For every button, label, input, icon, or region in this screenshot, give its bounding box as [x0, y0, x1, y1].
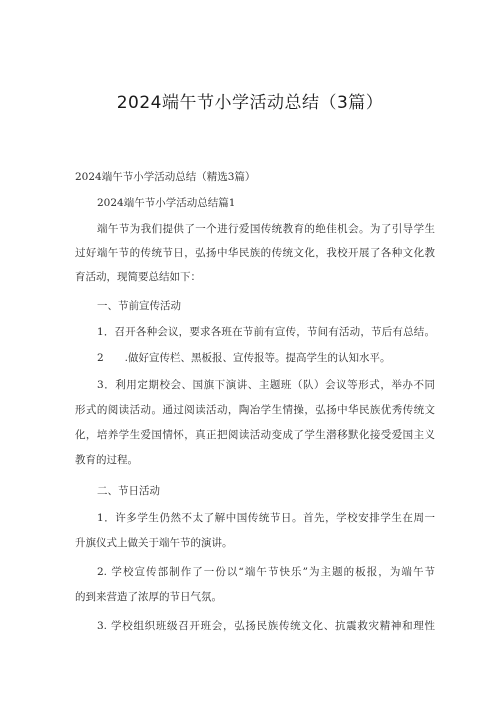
document-subtitle: 2024端午节小学活动总结（精选3篇） [75, 171, 256, 183]
paragraph-line: 形式的阅读活动。通过阅读活动，陶冶学生情操，弘扬中华民族优秀传统文 [75, 404, 435, 416]
section-heading: 一、节前宣传活动 [97, 300, 181, 312]
paragraph-line: 1．召开各种会议，要求各班在节前有宣传，节间有活动，节后有总结。 [97, 326, 435, 338]
paragraph-line: 2. 学校宣传部制作了一份以“端午节快乐”为主题的板报，为端午节 [97, 566, 435, 578]
paragraph-line: 过好端午节的传统节日，弘扬中华民族的传统文化，我校开展了各种文化教 [75, 247, 435, 259]
paragraph-line: 端午节为我们提供了一个进行爱国传统教育的绝佳机会。为了引导学生 [97, 223, 435, 235]
paragraph-line: 1．许多学生仍然不太了解中国传统节日。首先，学校安排学生在周一 [97, 512, 435, 524]
paragraph-line: 2 .做好宣传栏、黑板报、宣传报等。提高学生的认知水平。 [97, 352, 391, 364]
document-title: 2024端午节小学活动总结（3篇） [116, 93, 384, 113]
paragraph-line: 3. 学校组织班级召开班会，弘扬民族传统文化、抗震救灾精神和理性 [97, 620, 435, 632]
section-heading: 2024端午节小学活动总结篇1 [97, 197, 236, 209]
paragraph-line: 的到来营造了浓厚的节日气氛。 [75, 591, 222, 603]
paragraph-line: 育活动，现简要总结如下： [75, 271, 201, 283]
paragraph-line: 化，培养学生爱国情怀，真正把阅读活动变成了学生潜移默化接受爱国主义 [75, 429, 435, 441]
paragraph-line: 3．利用定期校会、国旗下演讲、主题班（队）会议等形式，举办不同 [97, 379, 435, 391]
paragraph-line: 教育的过程。 [75, 454, 138, 466]
paragraph-line: 升旗仪式上做关于端午节的演讲。 [75, 537, 233, 549]
section-heading: 二、节日活动 [97, 485, 160, 497]
